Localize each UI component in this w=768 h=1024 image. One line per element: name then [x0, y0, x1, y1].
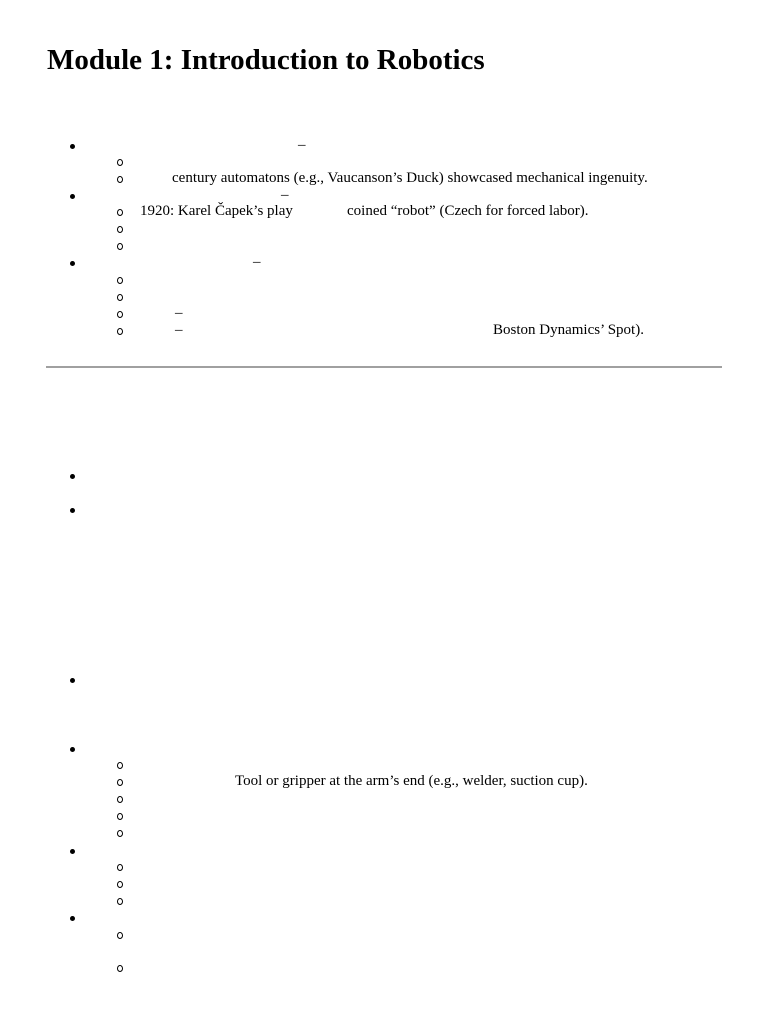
- bullet-icon: [68, 188, 76, 205]
- sub-bullet-icon: [116, 221, 124, 238]
- sub-bullet-icon: [116, 791, 124, 808]
- dash-text: –: [298, 137, 306, 153]
- sub-bullet-icon: [116, 154, 124, 171]
- bullet-icon: [68, 741, 76, 758]
- sub-bullet-icon: [116, 757, 124, 774]
- sub-bullet-icon: [116, 960, 124, 977]
- list-item-text: Boston Dynamics’ Spot).: [493, 322, 644, 338]
- list-item-text: coined “robot” (Czech for forced labor).: [347, 203, 589, 219]
- sub-bullet-icon: [116, 893, 124, 910]
- list-item-text: 1920: Karel Čapek’s play: [140, 203, 293, 219]
- bullet-icon: [68, 138, 76, 155]
- bullet-icon: [68, 843, 76, 860]
- sub-bullet-icon: [116, 238, 124, 255]
- bullet-icon: [68, 502, 76, 519]
- sub-bullet-icon: [116, 825, 124, 842]
- dash-text: –: [175, 322, 183, 338]
- sub-bullet-icon: [116, 808, 124, 825]
- sub-bullet-icon: [116, 859, 124, 876]
- sub-bullet-icon: [116, 306, 124, 323]
- sub-bullet-icon: [116, 774, 124, 791]
- sub-bullet-icon: [116, 289, 124, 306]
- bullet-icon: [68, 468, 76, 485]
- page-title: Module 1: Introduction to Robotics: [47, 44, 485, 76]
- bullet-icon: [68, 255, 76, 272]
- dash-text: –: [253, 254, 261, 270]
- sub-bullet-icon: [116, 171, 124, 188]
- dash-text: –: [281, 187, 289, 203]
- list-item-text: Tool or gripper at the arm’s end (e.g., welder, suction cup).: [235, 773, 588, 789]
- sub-bullet-icon: [116, 876, 124, 893]
- bullet-icon: [68, 910, 76, 927]
- sub-bullet-icon: [116, 204, 124, 221]
- sub-bullet-icon: [116, 272, 124, 289]
- dash-text: –: [175, 305, 183, 321]
- list-item-text: century automatons (e.g., Vaucanson’s Duck) showcased mechanical ingenuity.: [172, 170, 648, 186]
- sub-bullet-icon: [116, 927, 124, 944]
- bullet-icon: [68, 672, 76, 689]
- horizontal-rule: [46, 366, 722, 368]
- sub-bullet-icon: [116, 323, 124, 340]
